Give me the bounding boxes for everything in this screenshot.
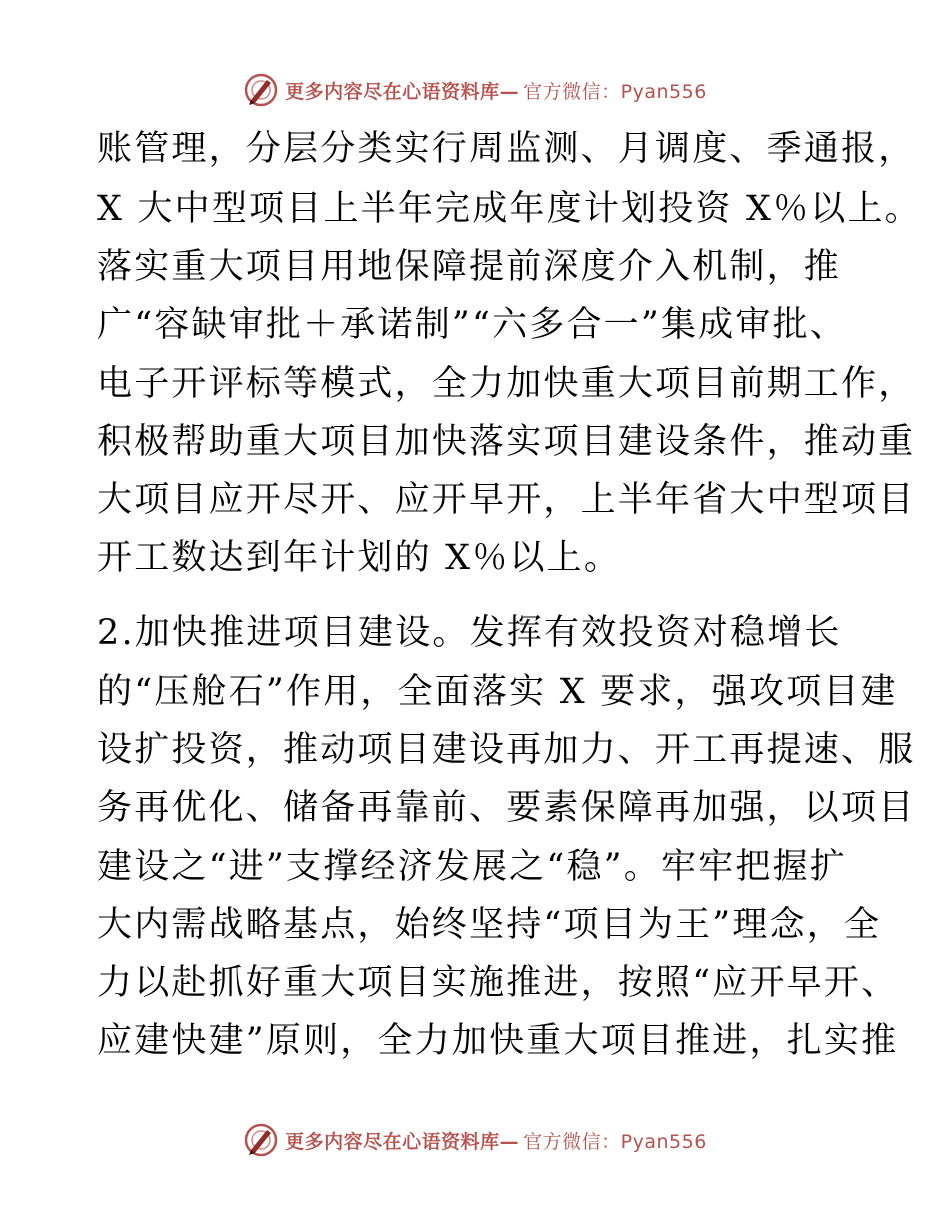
text-line: 2.加快推进项目建设。发挥有效投资对稳增长 (97, 613, 842, 653)
text-line: 广“容缺审批＋承诺制”“六多合一”集成审批、 (97, 305, 847, 345)
text-line: 建设之“进”支撑经济发展之“稳”。牢牢把握扩 (97, 847, 847, 887)
text-line: 力以赴抓好重大项目实施推进，按照“应开早开、 (97, 963, 899, 1003)
text-line: 大内需战略基点，始终坚持“项目为王”理念，全 (97, 905, 882, 945)
watermark-main-text: 更多内容尽在心语资料库— (285, 1130, 520, 1153)
text-line: 账管理，分层分类实行周监测、月调度、季通报， (97, 129, 916, 169)
text-line: 应建快建”原则，全力加快重大项目推进，扎实推 (97, 1021, 899, 1061)
pen-logo-icon (243, 1122, 279, 1158)
text-line: X 大中型项目上半年完成年度计划投资 X％以上。 (97, 189, 922, 229)
header-watermark (0, 68, 950, 112)
text-line: 开工数达到年计划的 X％以上。 (97, 538, 622, 578)
watermark-main-text: 更多内容尽在心语资料库— (285, 80, 520, 103)
pen-logo-icon (243, 72, 279, 108)
text-line: 设扩投资，推动项目建设再加力、开工再提速、服 (97, 730, 916, 770)
watermark-contact-text: 官方微信：Pyan556 (523, 80, 707, 103)
text-line: 务再优化、储备再靠前、要素保障再加强，以项目 (97, 788, 916, 828)
text-line: 落实重大项目用地保障提前深度介入机制，推 (97, 247, 842, 287)
text-line: 电子开评标等模式，全力加快重大项目前期工作， (97, 364, 916, 404)
watermark-contact-text: 官方微信：Pyan556 (523, 1130, 707, 1153)
text-line: 大项目应开尽开、应开早开，上半年省大中型项目 (97, 480, 916, 520)
text-line: 积极帮助重大项目加快落实项目建设条件，推动重 (97, 422, 916, 462)
text-line: 的“压舱石”作用，全面落实 X 要求，强攻项目建 (97, 672, 898, 712)
footer-watermark (0, 1118, 950, 1162)
